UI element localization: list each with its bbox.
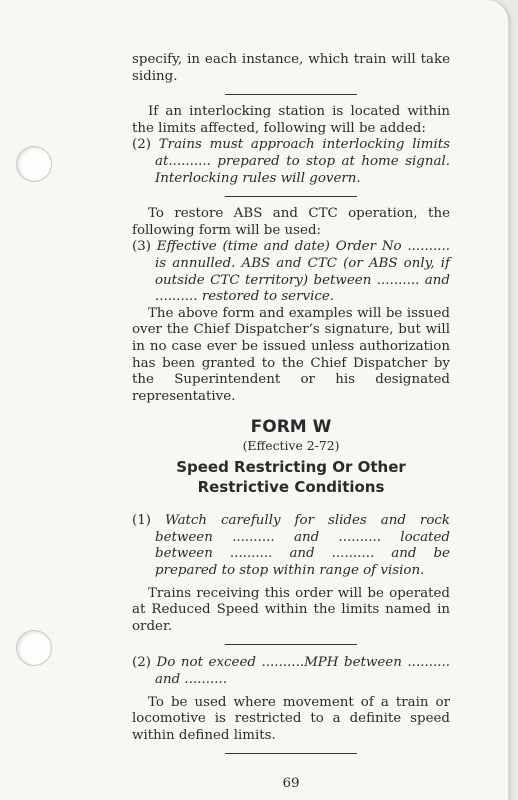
form-title: FORM W <box>250 417 332 438</box>
form-subtitle <box>132 457 450 497</box>
form-effective-date: (Effective 2-72) <box>242 438 340 454</box>
item-number: (2) <box>132 655 151 671</box>
form-subtitle-line-2: Restrictive Conditions <box>197 478 385 497</box>
divider-rule <box>225 94 357 95</box>
page-content <box>132 52 450 793</box>
item-number: (1) <box>132 513 151 529</box>
paragraph-interlocking: If an interlocking station is located within the limits affected, following will be added: <box>132 104 450 136</box>
item-number: (3) <box>132 239 151 255</box>
divider-rule <box>225 644 357 645</box>
form-subtitle-line-1: Speed Restricting Or Other <box>176 458 406 477</box>
paragraph-restore: To restore ABS and CTC operation, the following form will be used: <box>132 206 450 238</box>
binder-hole-top <box>16 146 52 182</box>
paragraph-to-be-used: To be used where movement of a train or locomotive is restricted to a definite speed within defined limits. <box>132 694 450 743</box>
form-w-item-2 <box>132 655 450 688</box>
page-number: 69 <box>282 776 300 792</box>
binder-hole-bottom <box>16 630 52 666</box>
paragraph-continued: specify, in each instance, which train will take siding. <box>132 52 450 84</box>
divider-rule <box>225 753 357 754</box>
form-w-item-1 <box>132 513 450 579</box>
item-text: Do not exceed ..........MPH between .......... and .......... <box>155 655 450 688</box>
paragraph-above-form: The above form and examples will be issued over the Chief Dispatcher’s signature, but will in no case ever be issued unless authorization has been granted to the Chief Dispatcher by the Superintendent or his designated representative. <box>132 305 450 404</box>
form-item-2 <box>132 137 450 187</box>
divider-rule <box>225 196 357 197</box>
form-item-3 <box>132 239 450 305</box>
item-text: Trains must approach interlocking limits at.......... prepared to stop at home signal. Interlocking rules will govern. <box>155 137 450 186</box>
item-text: Effective (time and date) Order No .......... is annulled. ABS and CTC (or ABS only, if outside CTC territory) between .......... and .......... restored to service. <box>155 239 450 305</box>
item-number: (2) <box>132 137 151 153</box>
paragraph-trains-receiving: Trains receiving this order will be operated at Reduced Speed within the limits named in order. <box>132 585 450 634</box>
item-text: Watch carefully for slides and rock between .......... and .......... located between .......... and .......... and be prepared to stop within range of vision. <box>155 513 450 579</box>
